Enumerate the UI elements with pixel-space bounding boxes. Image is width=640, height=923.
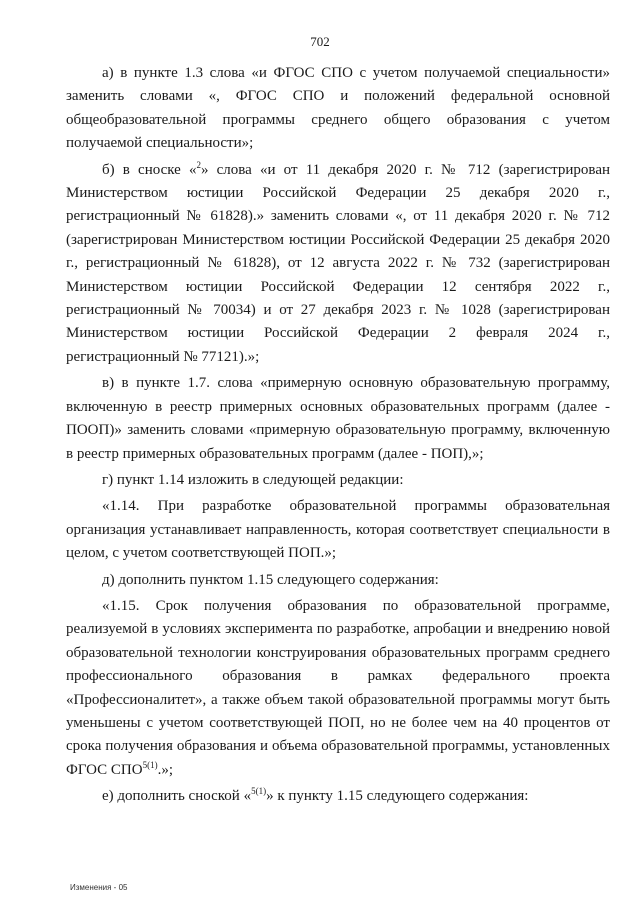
paragraph-v	[66, 372, 610, 466]
document-body	[66, 62, 610, 812]
footnote-ref-5-1-e: 5(1)	[251, 786, 267, 797]
paragraph-e	[66, 785, 610, 808]
footnote-ref-5-1: 5(1)	[142, 759, 158, 770]
paragraph-v-text: в) в пункте 1.7. слова «примерную основную образовательную программу, включенную в реестр примерных основных образовательных программ (далее - ПООП)» заменить словами «примерную образовательную программу, включенную в реестр примерных образовательных программ (далее - ПОП),»;	[66, 375, 610, 462]
page-number: 702	[310, 34, 330, 49]
paragraph-b-text-end: » слова «и от 11 декабря 2020 г. № 712 (зарегистрирован Министерством юстиции Российской Федерации 25 декабря 2020 г., регистрационный № 61828).» заменить словами «, от 11 декабря 2020 г. № 712 (зарегистрирован Министерством юстиции Российской Федерации 25 декабря 2020 г., регистрационный № 61828), от 12 августа 2022 г. № 732 (зарегистрирован Министерством юстиции Российской Федерации 12 сентября 2022 г., регистрационный № 70034) и от 27 декабря 2023 г. № 1028 (зарегистрирован Министерством юстиции Российской Федерации 2 февраля 2024 г., регистрационный № 77121).»;	[66, 161, 610, 365]
paragraph-b	[66, 159, 610, 370]
paragraph-a-text: а) в пункте 1.3 слова «и ФГОС СПО с учетом получаемой специальности» заменить словами «, ФГОС СПО и положений федеральной основной общеобразовательной программы среднего общего образования с учетом получаемой специальности»;	[66, 65, 610, 152]
footer-label: Изменения - 05	[70, 883, 128, 892]
paragraph-e-text-start: е) дополнить сноской «	[102, 788, 252, 805]
paragraph-g	[66, 469, 610, 492]
paragraph-a	[66, 62, 610, 156]
paragraph-1-15	[66, 595, 610, 782]
paragraph-1-14-text: «1.14. При разработке образовательной программы образовательная организация устанавливает направленность, которая соответствует специальности в целом, с учетом соответствующей ПОП.»;	[66, 498, 610, 562]
paragraph-d	[66, 569, 610, 592]
paragraph-d-text: д) дополнить пунктом 1.15 следующего содержания:	[102, 571, 439, 588]
paragraph-g-text: г) пункт 1.14 изложить в следующей редакции:	[102, 471, 404, 488]
paragraph-b-text-start: б) в сноске «	[102, 161, 197, 178]
paragraph-e-text-end: » к пункту 1.15 следующего содержания:	[266, 788, 529, 805]
paragraph-1-14	[66, 495, 610, 565]
paragraph-1-15-text-start: «1.15. Срок получения образования по образовательной программе, реализуемой в условиях эксперимента по разработке, апробации и внедрению новой образовательной технологии конструирования образовательных программ среднего профессионального образования в рамках федерального проекта «Профессионалитет», а также объем такой образовательной программы могут быть уменьшены с учетом соответствующей ПОП, но не более чем на 40 процентов от срока получения образования и объема образовательной программы, установленных ФГОС СПО	[66, 597, 610, 778]
paragraph-1-15-text-end: .»;	[157, 761, 174, 778]
footnote-ref-2: 2	[196, 159, 201, 170]
